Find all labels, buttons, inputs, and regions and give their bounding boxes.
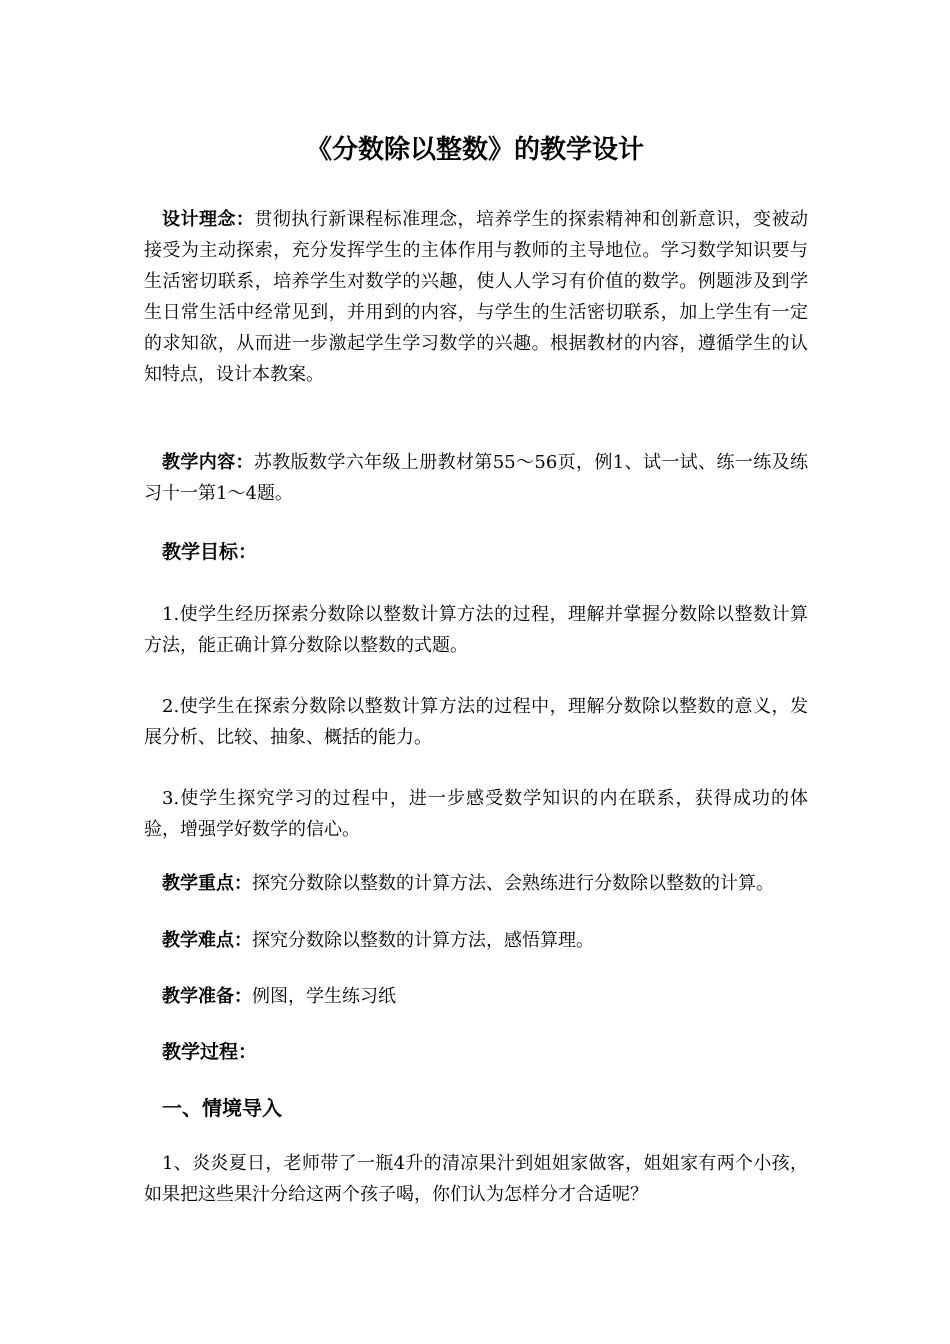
key-point-text: 探究分数除以整数的计算方法、会熟练进行分数除以整数的计算。 xyxy=(252,873,774,894)
section-1-text: 1、炎炎夏日，老师带了一瓶4升的清凉果汁到姐姐家做客，姐姐家有两个小孩，如果把这些果汁分给这两个孩子喝，你们认为怎样分才合适呢？ xyxy=(144,1153,808,1205)
page-title: 《分数除以整数》的教学设计 xyxy=(305,135,644,165)
objective-item-2: 2.使学生在探索分数除以整数计算方法的过程中，理解分数除以整数的意义，发展分析、比较、抽象、概括的能力。 xyxy=(144,696,808,748)
design-concept-text: 贯彻执行新课程标准理念，培养学生的探索精神和创新意识，变被动接受为主动探索，充分发挥学生的主体作用与教师的主导地位。学习数学知识要与生活密切联系，培养学生对数学的兴趣，使人人学习有价值的数学。例题涉及到学生日常生活中经常见到，并用到的内容，与学生的生活密切联系，加上学生有一定的求知欲，从而进一步激起学生学习数学的兴趣。根据教材的内容，遵循学生的认知特点，设计本教案。 xyxy=(144,209,809,385)
preparation-text: 例图，学生练习纸 xyxy=(252,986,396,1007)
difficulty-label: 教学难点： xyxy=(162,930,252,951)
section-1-heading: 一、情境导入 xyxy=(162,1096,282,1120)
design-concept-paragraph xyxy=(144,204,808,390)
process-heading: 教学过程： xyxy=(162,1041,258,1063)
content-text: 苏教版数学六年级上册教材第55～56页，例1、试一试、练一练及练习十一第1～4题。 xyxy=(144,452,808,504)
preparation-label: 教学准备： xyxy=(162,986,252,1007)
content-paragraph xyxy=(144,447,808,509)
key-point-label: 教学重点： xyxy=(162,873,252,894)
difficulty-text: 探究分数除以整数的计算方法，感悟算理。 xyxy=(252,930,594,951)
objective-item-3: 3.使学生探究学习的过程中，进一步感受数学知识的内在联系，获得成功的体验，增强学好数学的信心。 xyxy=(144,788,808,840)
design-concept-label: 设计理念： xyxy=(162,209,255,230)
difficulty-paragraph xyxy=(144,925,808,956)
objectives-heading: 教学目标： xyxy=(162,541,258,563)
key-point-paragraph xyxy=(144,868,808,899)
content-label: 教学内容： xyxy=(162,452,254,473)
preparation-paragraph xyxy=(144,981,808,1012)
objective-item-1: 1.使学生经历探索分数除以整数计算方法的过程，理解并掌握分数除以整数计算方法，能正确计算分数除以整数的式题。 xyxy=(144,604,808,656)
